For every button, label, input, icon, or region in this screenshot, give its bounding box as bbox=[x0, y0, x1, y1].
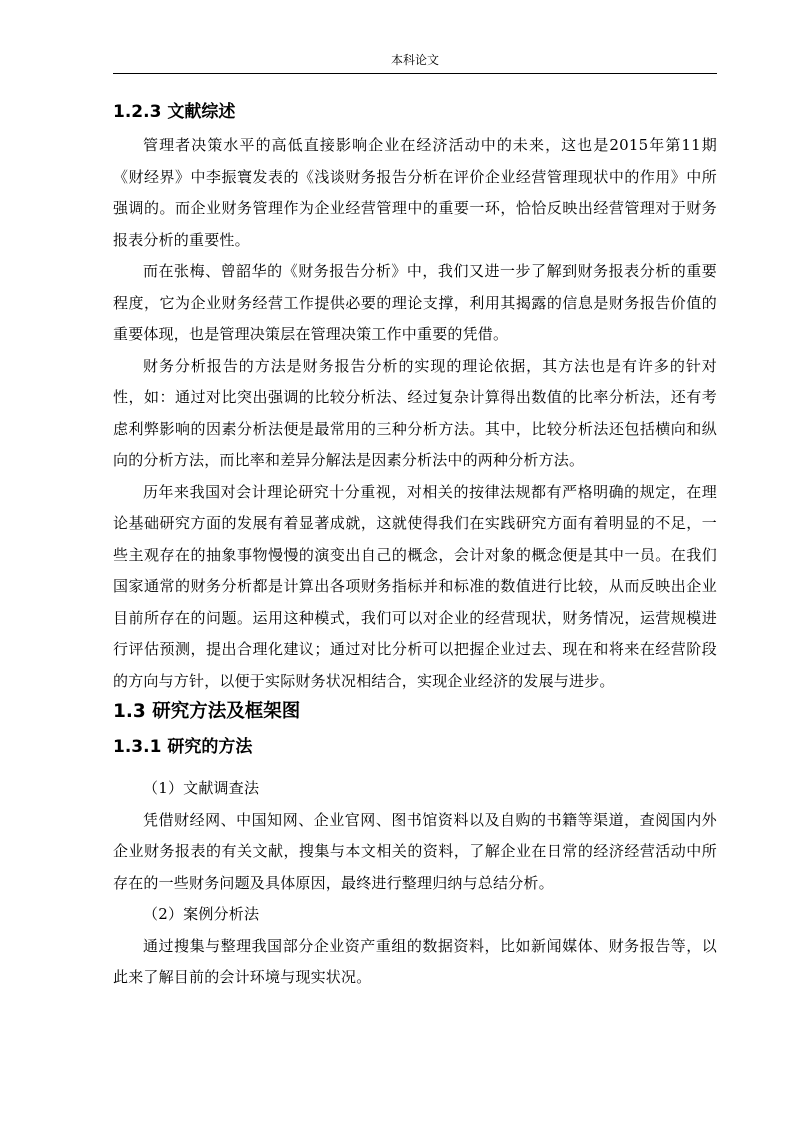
paragraph: 财务分析报告的方法是财务报告分析的实现的理论依据，其方法也是有许多的针对性，如：通过对比突出强调的比较分析法、经过复杂计算得出数值的比率分析法，还有考虑利弊影响的因素分析法便是最常用的三种分析方法。其中，比较分析法还包括横向和纵向的分析方法，而比率和差异分解法是因素分析法中的两种分析方法。 bbox=[113, 356, 717, 469]
running-header: 本科论文 bbox=[390, 53, 439, 67]
header-rule bbox=[113, 73, 717, 74]
paragraph: 凭借财经网、中国知网、企业官网、图书馆资料以及自购的书籍等渠道，查阅国内外企业财务报表的有关文献，搜集与本文相关的资料，了解企业在日常的经济经营活动中所存在的一些财务问题及具体原因，最终进行整理归纳与总结分析。 bbox=[113, 810, 717, 892]
method-title-literature: （1）文献调查法 bbox=[143, 779, 260, 797]
paragraph: 而在张梅、曾韶华的《财务报告分析》中，我们又进一步了解到财务报表分析的重要程度，它为企业财务经营工作提供必要的理论支撑，利用其揭露的信息是财务报告价值的重要体现，也是管理决策层在管理决策工作中重要的凭借。 bbox=[113, 262, 717, 343]
paragraph: 通过搜集与整理我国部分企业资产重组的数据资料，比如新闻媒体、财务报告等，以此来了解目前的会计环境与现实状况。 bbox=[113, 936, 717, 986]
method-title-case-study: （2）案例分析法 bbox=[143, 905, 260, 923]
paragraph: 历年来我国对会计理论研究十分重视，对相关的按律法规都有严格明确的规定，在理论基础研究方面的发展有着显著成就，这就使得我们在实践研究方面有着明显的不足，一些主观存在的抽象事物慢慢的演变出自己的概念，会计对象的概念便是其中一员。在我们国家通常的财务分析都是计算出各项财务指标并和标准的数值进行比较，从而反映出企业目前所存在的问题。运用这种模式，我们可以对企业的经营现状，财务情况，运营规模进行评估预测，提出合理化建议；通过对比分析可以把握企业过去、现在和将来在经营阶段的方向与方针，以便于实际财务状况相结合，实现企业经济的发展与进步。 bbox=[113, 482, 717, 690]
section-heading-1-2-3: 1.2.3 文献综述 bbox=[113, 102, 236, 122]
paragraph: 管理者决策水平的高低直接影响企业在经济活动中的未来，这也是2015年第11期《财经界》中李振寰发表的《浅谈财务报告分析在评价企业经营管理现状中的作用》中所强调的。而企业财务管理作为企业经营管理中的重要一环，恰恰反映出经营管理对于财务报表分析的重要性。 bbox=[113, 136, 717, 249]
section-heading-1-3-1: 1.3.1 研究的方法 bbox=[113, 737, 253, 757]
section-heading-1-3: 1.3 研究方法及框架图 bbox=[113, 701, 301, 722]
body-content bbox=[113, 100, 717, 994]
